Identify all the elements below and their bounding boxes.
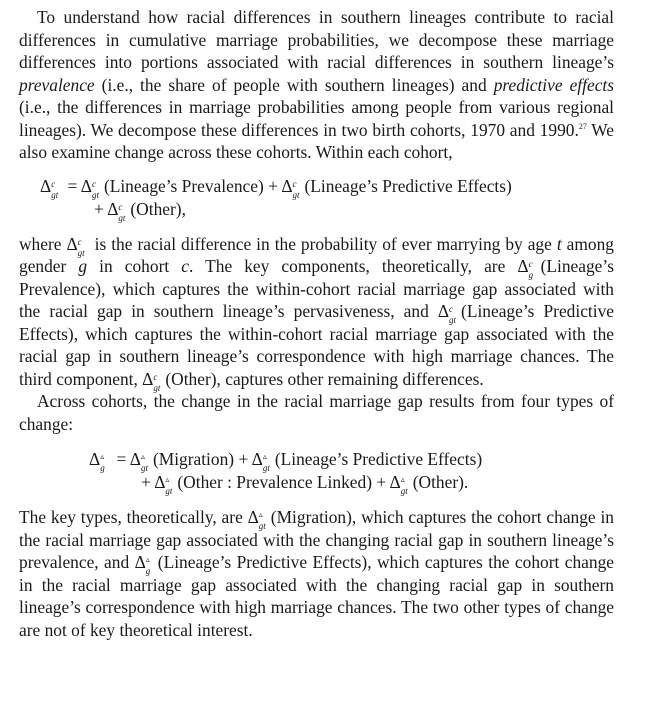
equation-term-prevalence: (Lineage’s Prevalence) bbox=[103, 175, 264, 196]
paragraph-key-types bbox=[19, 506, 614, 641]
equation-across-cohorts bbox=[19, 448, 614, 494]
delta-symbol: Δ bbox=[134, 552, 146, 572]
delta-symbol: Δ bbox=[517, 256, 529, 276]
text: . The key components, theoretically, are bbox=[189, 256, 518, 276]
sub-superscript: ▵ gt bbox=[262, 452, 270, 473]
paragraph-intro bbox=[19, 6, 614, 164]
equation-line-1 bbox=[40, 175, 512, 198]
text: To understand how racial differences in southern lineages contribute to racial differences in cumulative marriage probabilities, we decompose these marriage differences into portions associated with racial differences in southern lineage’s bbox=[19, 7, 614, 72]
text: where bbox=[19, 233, 67, 254]
equals-sign: = bbox=[116, 449, 127, 469]
text: (Other), captures other remaining differences. bbox=[165, 368, 484, 389]
equation-term-other-prevalence-linked: (Other : Prevalence Linked) bbox=[177, 472, 372, 492]
delta-symbol: Δ bbox=[107, 198, 119, 219]
text: We also examine change across these cohorts. Within each cohort, bbox=[19, 119, 614, 162]
plus-sign: + bbox=[238, 449, 249, 469]
sub-superscript: ▵ gt bbox=[258, 510, 266, 531]
text: The key types, theoretically, are bbox=[19, 507, 248, 527]
emphasis-predictive-effects: predictive effects bbox=[493, 74, 615, 95]
sub-superscript: ▵ g bbox=[145, 555, 151, 576]
equation-term-other: (Other). bbox=[412, 472, 469, 492]
paragraph-definitions bbox=[19, 233, 614, 391]
equation-term-predictive-effects: (Lineage’s Predictive Effects) bbox=[304, 175, 512, 196]
plus-sign: + bbox=[94, 198, 104, 219]
text: (Lineage’s Predictive Effects), which captures the within-cohort racial marriage gap associated with the racial gap in southern lineage’s correspondence with high marriage chances. The third component, bbox=[19, 301, 615, 389]
equation-term-other: (Other), bbox=[130, 198, 186, 219]
equation-within-cohort bbox=[19, 175, 614, 221]
text: (Lineage’s Prevalence), which captures the within-cohort racial marriage gap associated with the racial gap in southern lineage’s pervasiveness, and bbox=[19, 256, 614, 321]
delta-symbol: Δ bbox=[66, 233, 78, 254]
sub-superscript: c gt bbox=[449, 304, 457, 325]
delta-symbol: Δ bbox=[281, 175, 293, 196]
equation-line-2 bbox=[94, 198, 186, 221]
delta-symbol: Δ bbox=[154, 472, 166, 492]
variable-c: c bbox=[181, 256, 190, 276]
text: among gender bbox=[19, 233, 614, 276]
sub-superscript: ▵ gt bbox=[140, 452, 148, 473]
sub-superscript: ▵ gt bbox=[165, 475, 173, 496]
sub-superscript: c gt bbox=[91, 178, 99, 200]
text: is the racial difference in the probability of ever marrying by age bbox=[89, 233, 557, 254]
footnote-marker[interactable]: 27 bbox=[578, 121, 587, 131]
variable-t: t bbox=[556, 233, 562, 254]
sub-superscript: c gt bbox=[77, 236, 85, 258]
delta-symbol: Δ bbox=[247, 507, 259, 527]
equation-line-1 bbox=[89, 448, 482, 471]
delta-symbol: Δ bbox=[80, 175, 92, 196]
document-page bbox=[19, 6, 614, 641]
variable-g: g bbox=[78, 256, 88, 276]
sub-superscript: c gt bbox=[153, 371, 161, 393]
sub-superscript: ▵ gt bbox=[400, 475, 408, 496]
text: in cohort bbox=[87, 256, 182, 276]
text: (i.e., the differences in marriage probabilities among people from various regional lineages). We decompose these differences in two birth cohorts, 1970 and 1990. bbox=[19, 97, 614, 140]
equals-sign: = bbox=[67, 175, 78, 196]
text: (Lineage’s Predictive Effects), which captures the cohort change in the racial marriage gap associated with the changing racial gap in southern lineage’s correspondence with high marriage chances. The two other types of change are not of key theoretical interest. bbox=[19, 552, 614, 640]
delta-symbol: Δ bbox=[389, 472, 401, 492]
equation-line-2 bbox=[141, 471, 468, 494]
delta-symbol: Δ bbox=[129, 449, 141, 469]
plus-sign: + bbox=[141, 472, 151, 492]
text: (Migration), which captures the cohort change in the racial marriage gap associated with the changing racial gap in southern lineage’s prevalence, and bbox=[19, 507, 614, 572]
equation-term-predictive-effects: (Lineage’s Predictive Effects) bbox=[274, 449, 483, 469]
sub-superscript: c gt bbox=[118, 201, 126, 223]
plus-sign: + bbox=[376, 472, 387, 492]
delta-symbol: Δ bbox=[89, 449, 101, 469]
delta-symbol: Δ bbox=[437, 301, 450, 321]
sub-superscript: c g bbox=[528, 259, 534, 280]
delta-symbol: Δ bbox=[142, 368, 154, 389]
equation-term-migration: (Migration) bbox=[152, 449, 235, 469]
paragraph-across-cohorts: Across cohorts, the change in the racial marriage gap results from four types of change: bbox=[19, 391, 614, 434]
sub-superscript: c gt bbox=[51, 178, 59, 200]
delta-symbol: Δ bbox=[251, 449, 263, 469]
emphasis-prevalence: prevalence bbox=[19, 74, 95, 95]
sub-superscript: c gt bbox=[292, 178, 300, 200]
text: (i.e., the share of people with southern lineages) and bbox=[94, 74, 494, 95]
delta-symbol: Δ bbox=[40, 175, 52, 196]
plus-sign: + bbox=[268, 175, 278, 196]
sub-superscript: ▵ g bbox=[100, 452, 105, 473]
